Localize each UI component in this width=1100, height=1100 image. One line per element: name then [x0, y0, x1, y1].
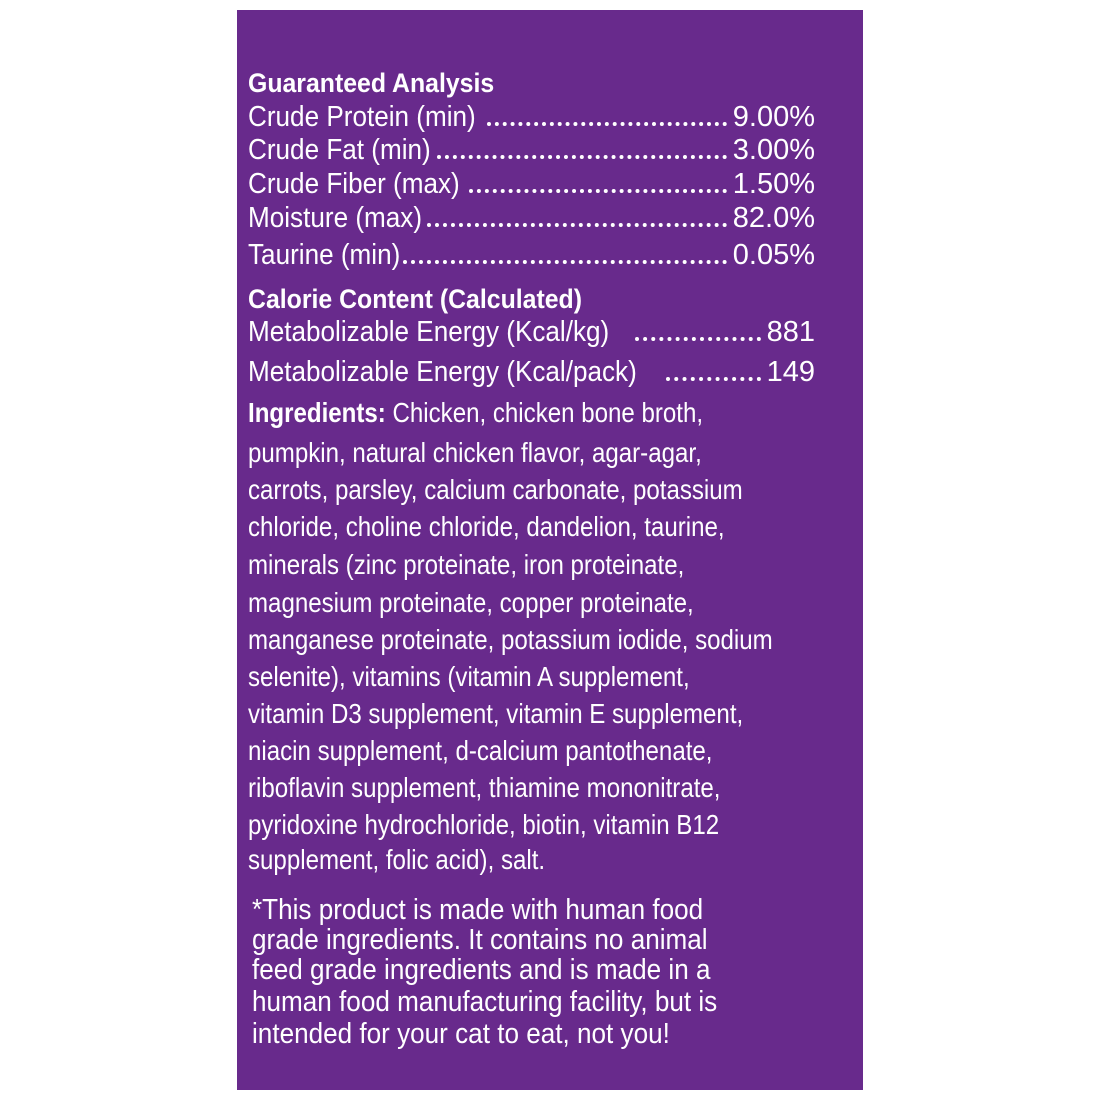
ingredients-line: carrots, parsley, calcium carbonate, potassium	[248, 474, 743, 505]
row-value: 9.00%	[732, 101, 815, 133]
row-value: 881	[766, 316, 815, 348]
ingredients-line: magnesium proteinate, copper proteinate,	[248, 587, 694, 618]
dot-leader	[403, 260, 727, 264]
analysis-row	[248, 99, 815, 135]
calorie-content-heading: Calorie Content (Calculated)	[248, 284, 583, 314]
row-label: Taurine (min)	[248, 239, 401, 271]
analysis-row	[248, 166, 815, 202]
row-value: 3.00%	[732, 134, 815, 166]
ingredients-line	[248, 395, 703, 431]
ingredients-line: riboflavin supplement, thiamine mononitrate,	[248, 772, 721, 803]
ingredients-line: selenite), vitamins (vitamin A supplement,	[248, 661, 690, 692]
row-value: 82.0%	[732, 202, 815, 234]
dot-leader	[469, 189, 726, 193]
row-label: Crude Fiber (max)	[248, 168, 460, 200]
disclaimer-line: intended for your cat to eat, not you!	[252, 1018, 670, 1050]
analysis-row	[248, 200, 815, 236]
row-label: Moisture (max)	[248, 202, 423, 234]
ingredients-line: manganese proteinate, potassium iodide, sodium	[248, 624, 773, 655]
ingredients-line: pyridoxine hydrochloride, biotin, vitamin B12	[248, 809, 720, 840]
row-label: Crude Fat (min)	[248, 134, 431, 166]
dot-leader	[437, 155, 727, 159]
dot-leader	[635, 337, 760, 341]
disclaimer-line: grade ingredients. It contains no animal	[252, 924, 708, 956]
calorie-row	[248, 314, 815, 350]
ingredients-text: Chicken, chicken bone broth,	[385, 397, 704, 428]
ingredients-line: minerals (zinc proteinate, iron proteinate,	[248, 549, 685, 580]
ingredients-line: chloride, choline chloride, dandelion, taurine,	[248, 511, 725, 542]
row-label: Crude Protein (min)	[248, 101, 476, 133]
dot-leader	[666, 377, 761, 381]
row-label: Metabolizable Energy (Kcal/pack)	[248, 356, 637, 388]
analysis-row	[248, 237, 815, 273]
ingredients-line: pumpkin, natural chicken flavor, agar-agar,	[248, 437, 702, 468]
row-value: 1.50%	[732, 168, 815, 200]
ingredients-line: niacin supplement, d-calcium pantothenate,	[248, 735, 713, 766]
row-label: Metabolizable Energy (Kcal/kg)	[248, 316, 610, 348]
disclaimer-line: human food manufacturing facility, but is	[252, 986, 718, 1018]
calorie-row	[248, 354, 815, 390]
row-value: 149	[766, 356, 815, 388]
label-panel	[237, 10, 863, 1090]
ingredients-line: vitamin D3 supplement, vitamin E supplement,	[248, 698, 744, 729]
ingredients-heading: Ingredients:	[248, 397, 386, 428]
row-value: 0.05%	[732, 239, 815, 271]
ingredients-line: supplement, folic acid), salt.	[248, 844, 546, 875]
guaranteed-analysis-heading: Guaranteed Analysis	[248, 68, 495, 98]
dot-leader	[427, 223, 726, 227]
analysis-row	[248, 132, 815, 168]
disclaimer-line: feed grade ingredients and is made in a	[252, 954, 711, 986]
disclaimer-line: *This product is made with human food	[252, 894, 704, 926]
dot-leader	[487, 122, 727, 126]
